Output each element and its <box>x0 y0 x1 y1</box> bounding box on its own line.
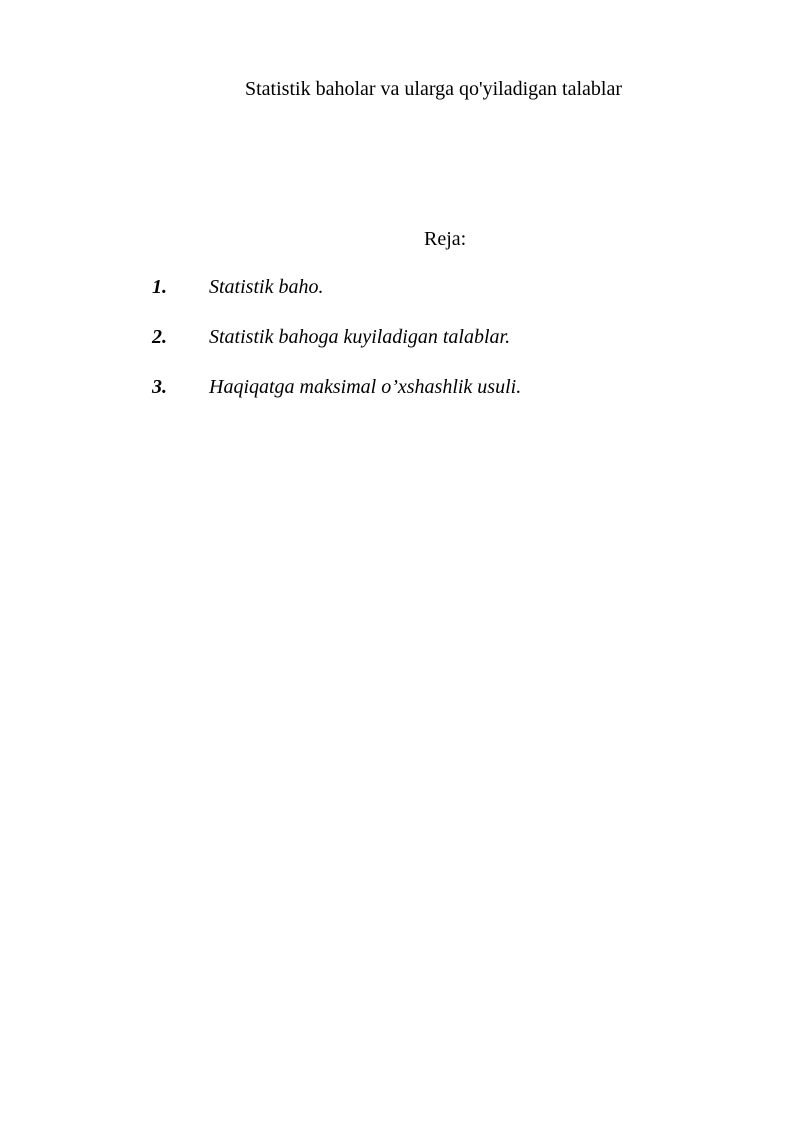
plan-heading: Reja: <box>424 228 467 250</box>
plan-item-text: Statistik bahoga kuyiladigan talablar. <box>209 326 511 348</box>
plan-item-number: 3. <box>152 376 167 398</box>
plan-item-text: Haqiqatga maksimal o’xshashlik usuli. <box>209 376 522 398</box>
plan-item-number: 2. <box>152 326 167 348</box>
document-title: Statistik baholar va ularga qo'yiladigan talablar <box>245 78 623 100</box>
plan-item-number: 1. <box>152 276 167 298</box>
plan-item-text: Statistik baho. <box>209 276 324 298</box>
